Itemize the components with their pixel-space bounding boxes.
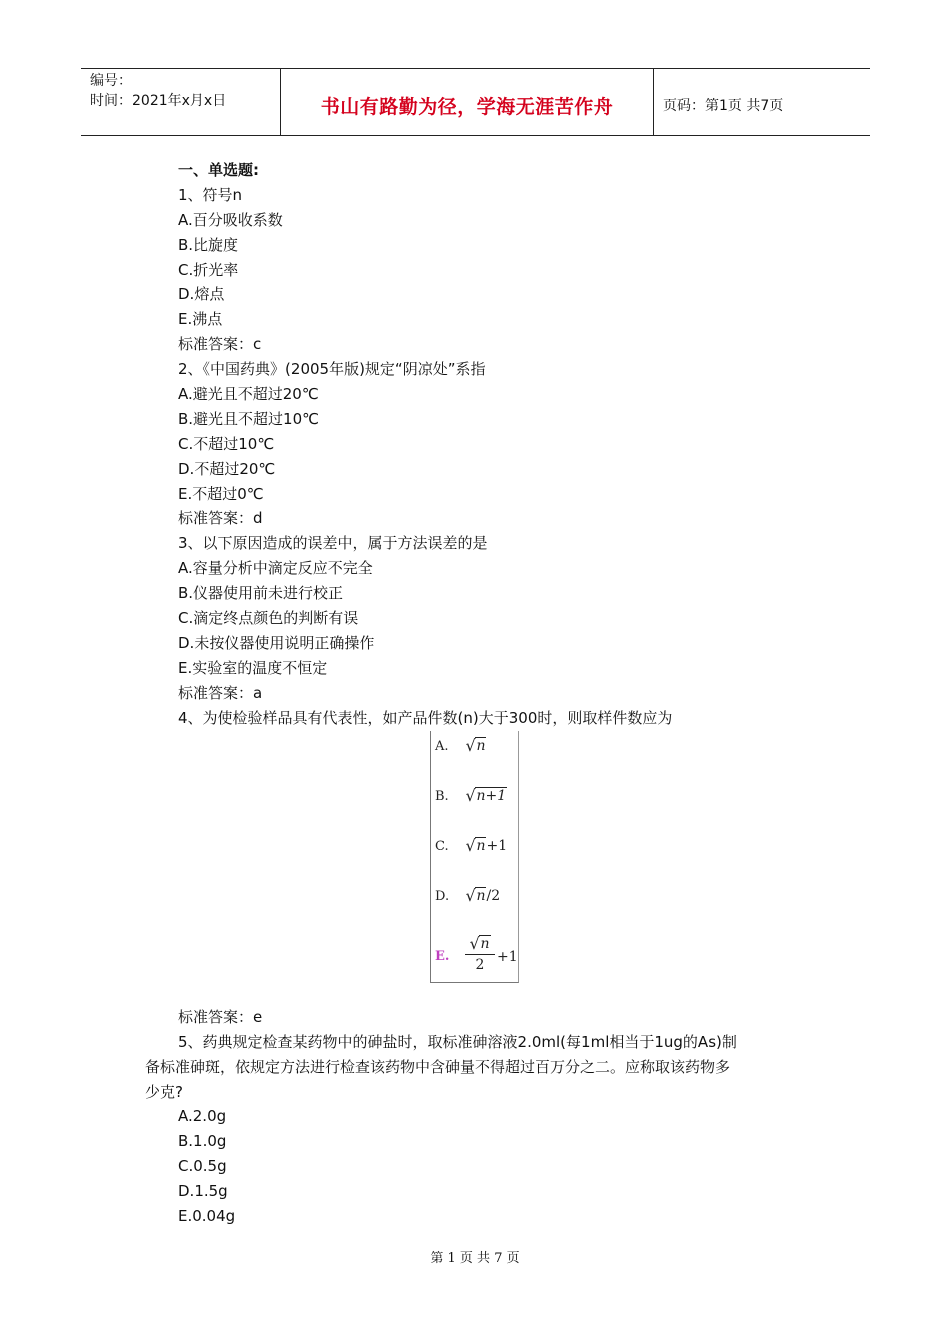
q2-option-d: D.不超过20℃	[178, 459, 276, 478]
q4-option-d-suffix: /2	[486, 888, 501, 904]
q2-option-c: C.不超过10℃	[178, 434, 275, 453]
q4-option-c-suffix: +1	[486, 838, 508, 854]
q3-option-d: D.未按仪器使用说明正确操作	[178, 633, 375, 652]
q1-answer: 标准答案：c	[178, 335, 262, 354]
q1-option-a: A.百分吸收系数	[178, 210, 283, 229]
q1-option-b: B.比旋度	[178, 235, 239, 254]
q4-option-d	[435, 885, 500, 907]
q4-option-e-radicand: n	[480, 936, 490, 952]
sqrt-icon: √ n	[465, 886, 486, 905]
q2-answer: 标准答案：d	[178, 509, 263, 528]
page-info: 页码：第1页 共7页	[663, 98, 784, 114]
q2-stem: 2、《中国药典》(2005年版)规定“阴凉处”系指	[178, 360, 486, 379]
sqrt-icon: √ n+1	[465, 786, 507, 805]
fraction-numerator	[465, 934, 495, 955]
document-header	[81, 68, 870, 136]
q4-option-c-radicand: n	[476, 838, 486, 854]
q1-stem: 1、符号n	[178, 185, 243, 204]
q4-option-e-suffix: +1	[497, 949, 518, 965]
q3-option-a: A.容量分析中滴定反应不完全	[178, 559, 373, 578]
q5-options	[178, 1104, 235, 1228]
q4-option-c	[435, 835, 507, 857]
q4-option-d-radicand: n	[476, 888, 486, 904]
q4-option-c-label: C.	[435, 839, 449, 854]
q5-stem-line1: 5、药典规定检查某药物中的砷盐时，取标准砷溶液2.0ml(每1ml相当于1ug的As)制	[178, 1033, 737, 1051]
q5-option-c: C.0.5g	[178, 1156, 227, 1175]
time-label: 时间：2021年x月x日	[90, 93, 227, 109]
q5-stem-line3: 少克?	[145, 1082, 183, 1101]
q4-option-e-fraction	[465, 934, 495, 975]
code-label: 编号：	[90, 73, 132, 89]
q4-option-e-denominator: 2	[475, 957, 485, 973]
q3-option-e: E.实验室的温度不恒定	[178, 658, 328, 677]
motto: 书山有路勤为径，学海无涯苦作舟	[281, 69, 654, 135]
section-title: 一、单选题:	[178, 161, 259, 179]
q4-option-e-label: E.	[435, 949, 450, 964]
page-footer: 第 1 页 共 7 页	[430, 1251, 520, 1266]
q1-option-d: D.熔点	[178, 285, 225, 304]
q4-options-image	[430, 731, 519, 983]
q1-option-c: C.折光率	[178, 260, 239, 279]
q5-stem-line2: 备标准砷斑，依规定方法进行检查该药物中含砷量不得超过百万分之二。应称取该药物多	[145, 1057, 731, 1076]
q3-option-b: B.仪器使用前未进行校正	[178, 584, 344, 603]
q4-option-a	[435, 735, 486, 757]
q1-option-e: E.沸点	[178, 310, 223, 329]
sqrt-icon: √ n	[465, 836, 486, 855]
q4-answer: 标准答案：e	[178, 1008, 263, 1026]
q3-answer: 标准答案：a	[178, 683, 263, 702]
q5-option-e: E.0.04g	[178, 1206, 236, 1225]
q3-stem: 3、以下原因造成的误差中，属于方法误差的是	[178, 534, 488, 553]
q4-stem: 4、为使检验样品具有代表性，如产品件数(n)大于300时，则取样件数应为	[178, 708, 673, 727]
q2-option-e: E.不超过0℃	[178, 484, 264, 503]
sqrt-icon: √ n	[465, 736, 486, 755]
q3-option-c: C.滴定终点颜色的判断有误	[178, 609, 359, 628]
q4-option-a-label: A.	[435, 739, 449, 754]
sqrt-icon: √ n	[469, 934, 490, 953]
q2-option-b: B.避光且不超过10℃	[178, 409, 319, 428]
header-left-cell	[81, 69, 281, 135]
q2-option-a: A.避光且不超过20℃	[178, 385, 319, 404]
question-list	[178, 158, 818, 730]
q5-option-b: B.1.0g	[178, 1131, 227, 1150]
q4-option-b-label: B.	[435, 789, 449, 804]
q5-stem	[145, 1030, 815, 1105]
q4-option-b	[435, 785, 507, 807]
q4-option-d-label: D.	[435, 889, 450, 904]
q4-option-b-radicand: n+1	[476, 788, 507, 804]
q4-option-a-radicand: n	[476, 738, 486, 754]
q5-option-d: D.1.5g	[178, 1181, 228, 1200]
q5-option-a: A.2.0g	[178, 1107, 227, 1125]
